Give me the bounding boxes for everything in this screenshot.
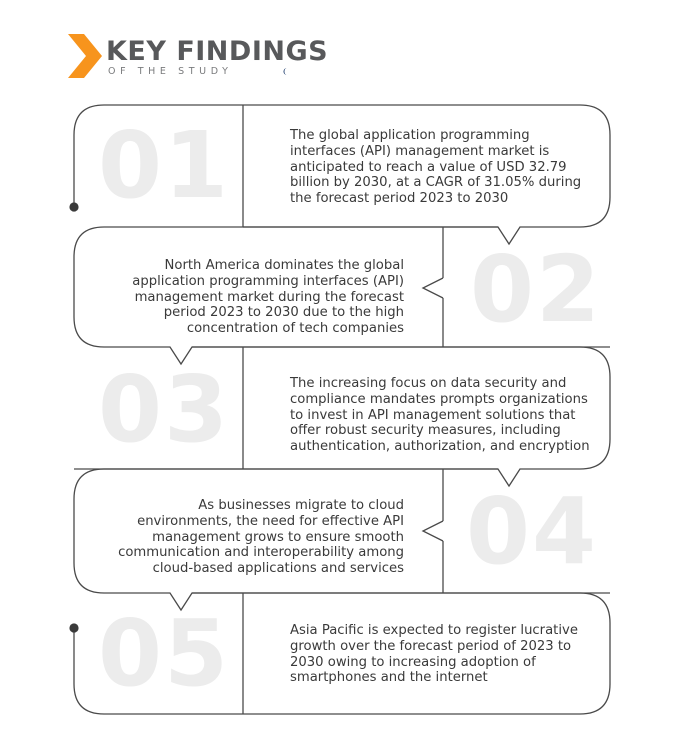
finding-number-04: 04 xyxy=(466,478,599,585)
finding-number-02: 02 xyxy=(470,236,603,343)
page-title: KEY FINDINGS xyxy=(106,36,329,67)
finding-text-05: Asia Pacific is expected to register lucrative growth over the forecast period of 2023 to 2030 owing to increasing adoption of smartphones and the internet xyxy=(290,623,578,686)
finding-number-03: 03 xyxy=(98,356,231,463)
page-subtitle: OF THE STUDY xyxy=(108,66,233,77)
finding-text-01: The global application programming interfaces (API) management market is anticipated to reach a value of USD 32.79 billion by 2030, at a CAGR of 31.05% during the forecast period 2023 to 2030 xyxy=(290,128,582,207)
finding-text-04: As businesses migrate to cloud environments, the need for effective API management grows to ensure smooth communication and interoperability among cloud-based applications and services xyxy=(118,498,404,577)
finding-text-03: The increasing focus on data security and compliance mandates prompts organizations to invest in API management solutions that offer robust security measures, including authentication, authorization, and encryption xyxy=(290,376,590,455)
dot-icon xyxy=(69,623,78,632)
finding-text-02: North America dominates the global application programming interfaces (API) management market during the forecast period 2023 to 2030 due to the high concentration of tech companies xyxy=(132,258,404,337)
finding-number-01: 01 xyxy=(98,112,231,219)
dot-icon xyxy=(69,202,78,211)
finding-number-05: 05 xyxy=(98,600,231,707)
